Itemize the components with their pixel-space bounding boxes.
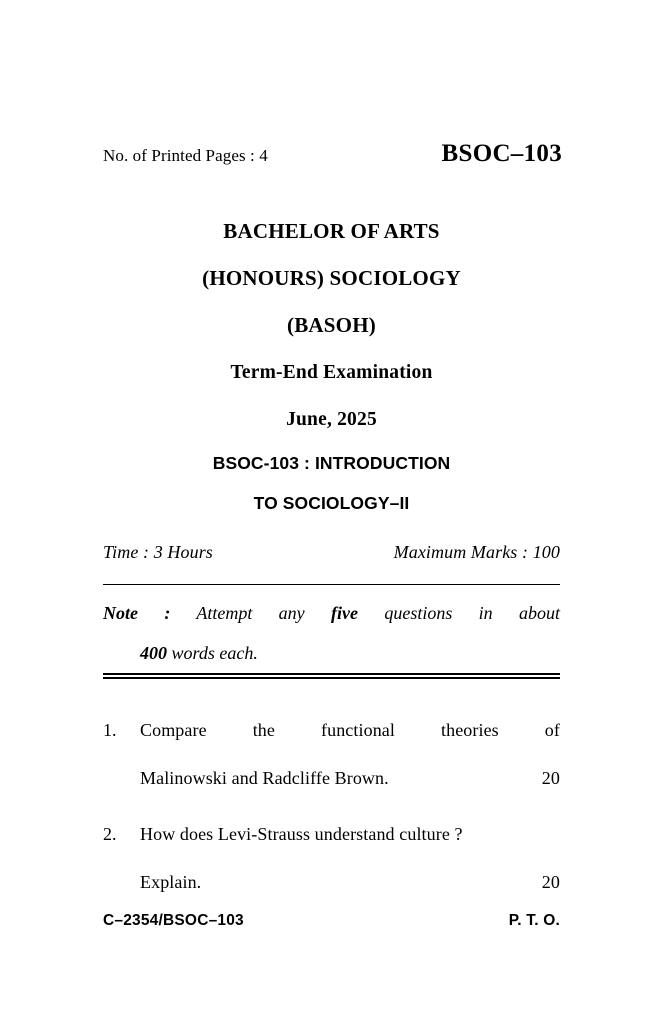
question-body bbox=[140, 706, 560, 802]
divider-rule-double bbox=[103, 673, 560, 679]
question-text-line-2: Malinowski and Radcliffe Brown. bbox=[140, 768, 389, 788]
turn-over-label: P. T. O. bbox=[508, 912, 560, 929]
examination-session: June, 2025 bbox=[286, 409, 377, 430]
question-marks: 20 bbox=[541, 872, 560, 892]
exam-info-row bbox=[103, 542, 560, 563]
examination-type: Term-End Examination bbox=[230, 362, 433, 383]
note-text-part-2: questions in about bbox=[384, 603, 561, 623]
degree-name-line-2: (HONOURS) SOCIOLOGY bbox=[202, 266, 461, 290]
exam-duration: Time : 3 Hours bbox=[103, 542, 213, 562]
question-text-line-1: How does Levi-Strauss understand culture ? bbox=[140, 824, 463, 844]
note-emphasis-word-count: 400 bbox=[140, 643, 167, 663]
note-line-1 bbox=[103, 593, 560, 633]
degree-name-line-1: BACHELOR OF ARTS bbox=[223, 219, 440, 243]
note-label: Note : bbox=[103, 603, 171, 623]
page-footer bbox=[103, 912, 560, 930]
printed-pages-label: No. of Printed Pages : 4 bbox=[103, 146, 268, 165]
note-text-part-1: Attempt any bbox=[196, 603, 305, 623]
question-item bbox=[103, 706, 560, 802]
question-item bbox=[103, 810, 560, 906]
note-line-2 bbox=[103, 633, 560, 673]
paper-code: BSOC–103 bbox=[441, 140, 562, 167]
questions-list bbox=[103, 706, 560, 914]
subject-title-line-1: BSOC-103 : INTRODUCTION bbox=[212, 453, 451, 473]
question-text-line-2: Explain. bbox=[140, 872, 202, 892]
page-header bbox=[103, 140, 560, 168]
maximum-marks: Maximum Marks : 100 bbox=[393, 542, 560, 562]
question-text-line-2-row bbox=[140, 858, 560, 906]
note-emphasis-five: five bbox=[331, 603, 358, 623]
divider-rule-single bbox=[103, 584, 560, 585]
paper-reference: C–2354/BSOC–103 bbox=[103, 912, 244, 929]
question-text-line-2-row bbox=[140, 754, 560, 802]
programme-code: (BASOH) bbox=[287, 313, 376, 337]
question-number: 2. bbox=[103, 824, 117, 844]
title-block bbox=[103, 208, 560, 523]
note-block bbox=[103, 593, 560, 673]
question-body bbox=[140, 810, 560, 906]
question-number: 1. bbox=[103, 720, 117, 740]
question-marks: 20 bbox=[541, 768, 560, 788]
subject-title-line-2: TO SOCIOLOGY–II bbox=[253, 493, 410, 513]
question-text-line-1: Compare the functional theories of bbox=[140, 720, 560, 740]
note-text-part-3: words each. bbox=[171, 643, 258, 663]
